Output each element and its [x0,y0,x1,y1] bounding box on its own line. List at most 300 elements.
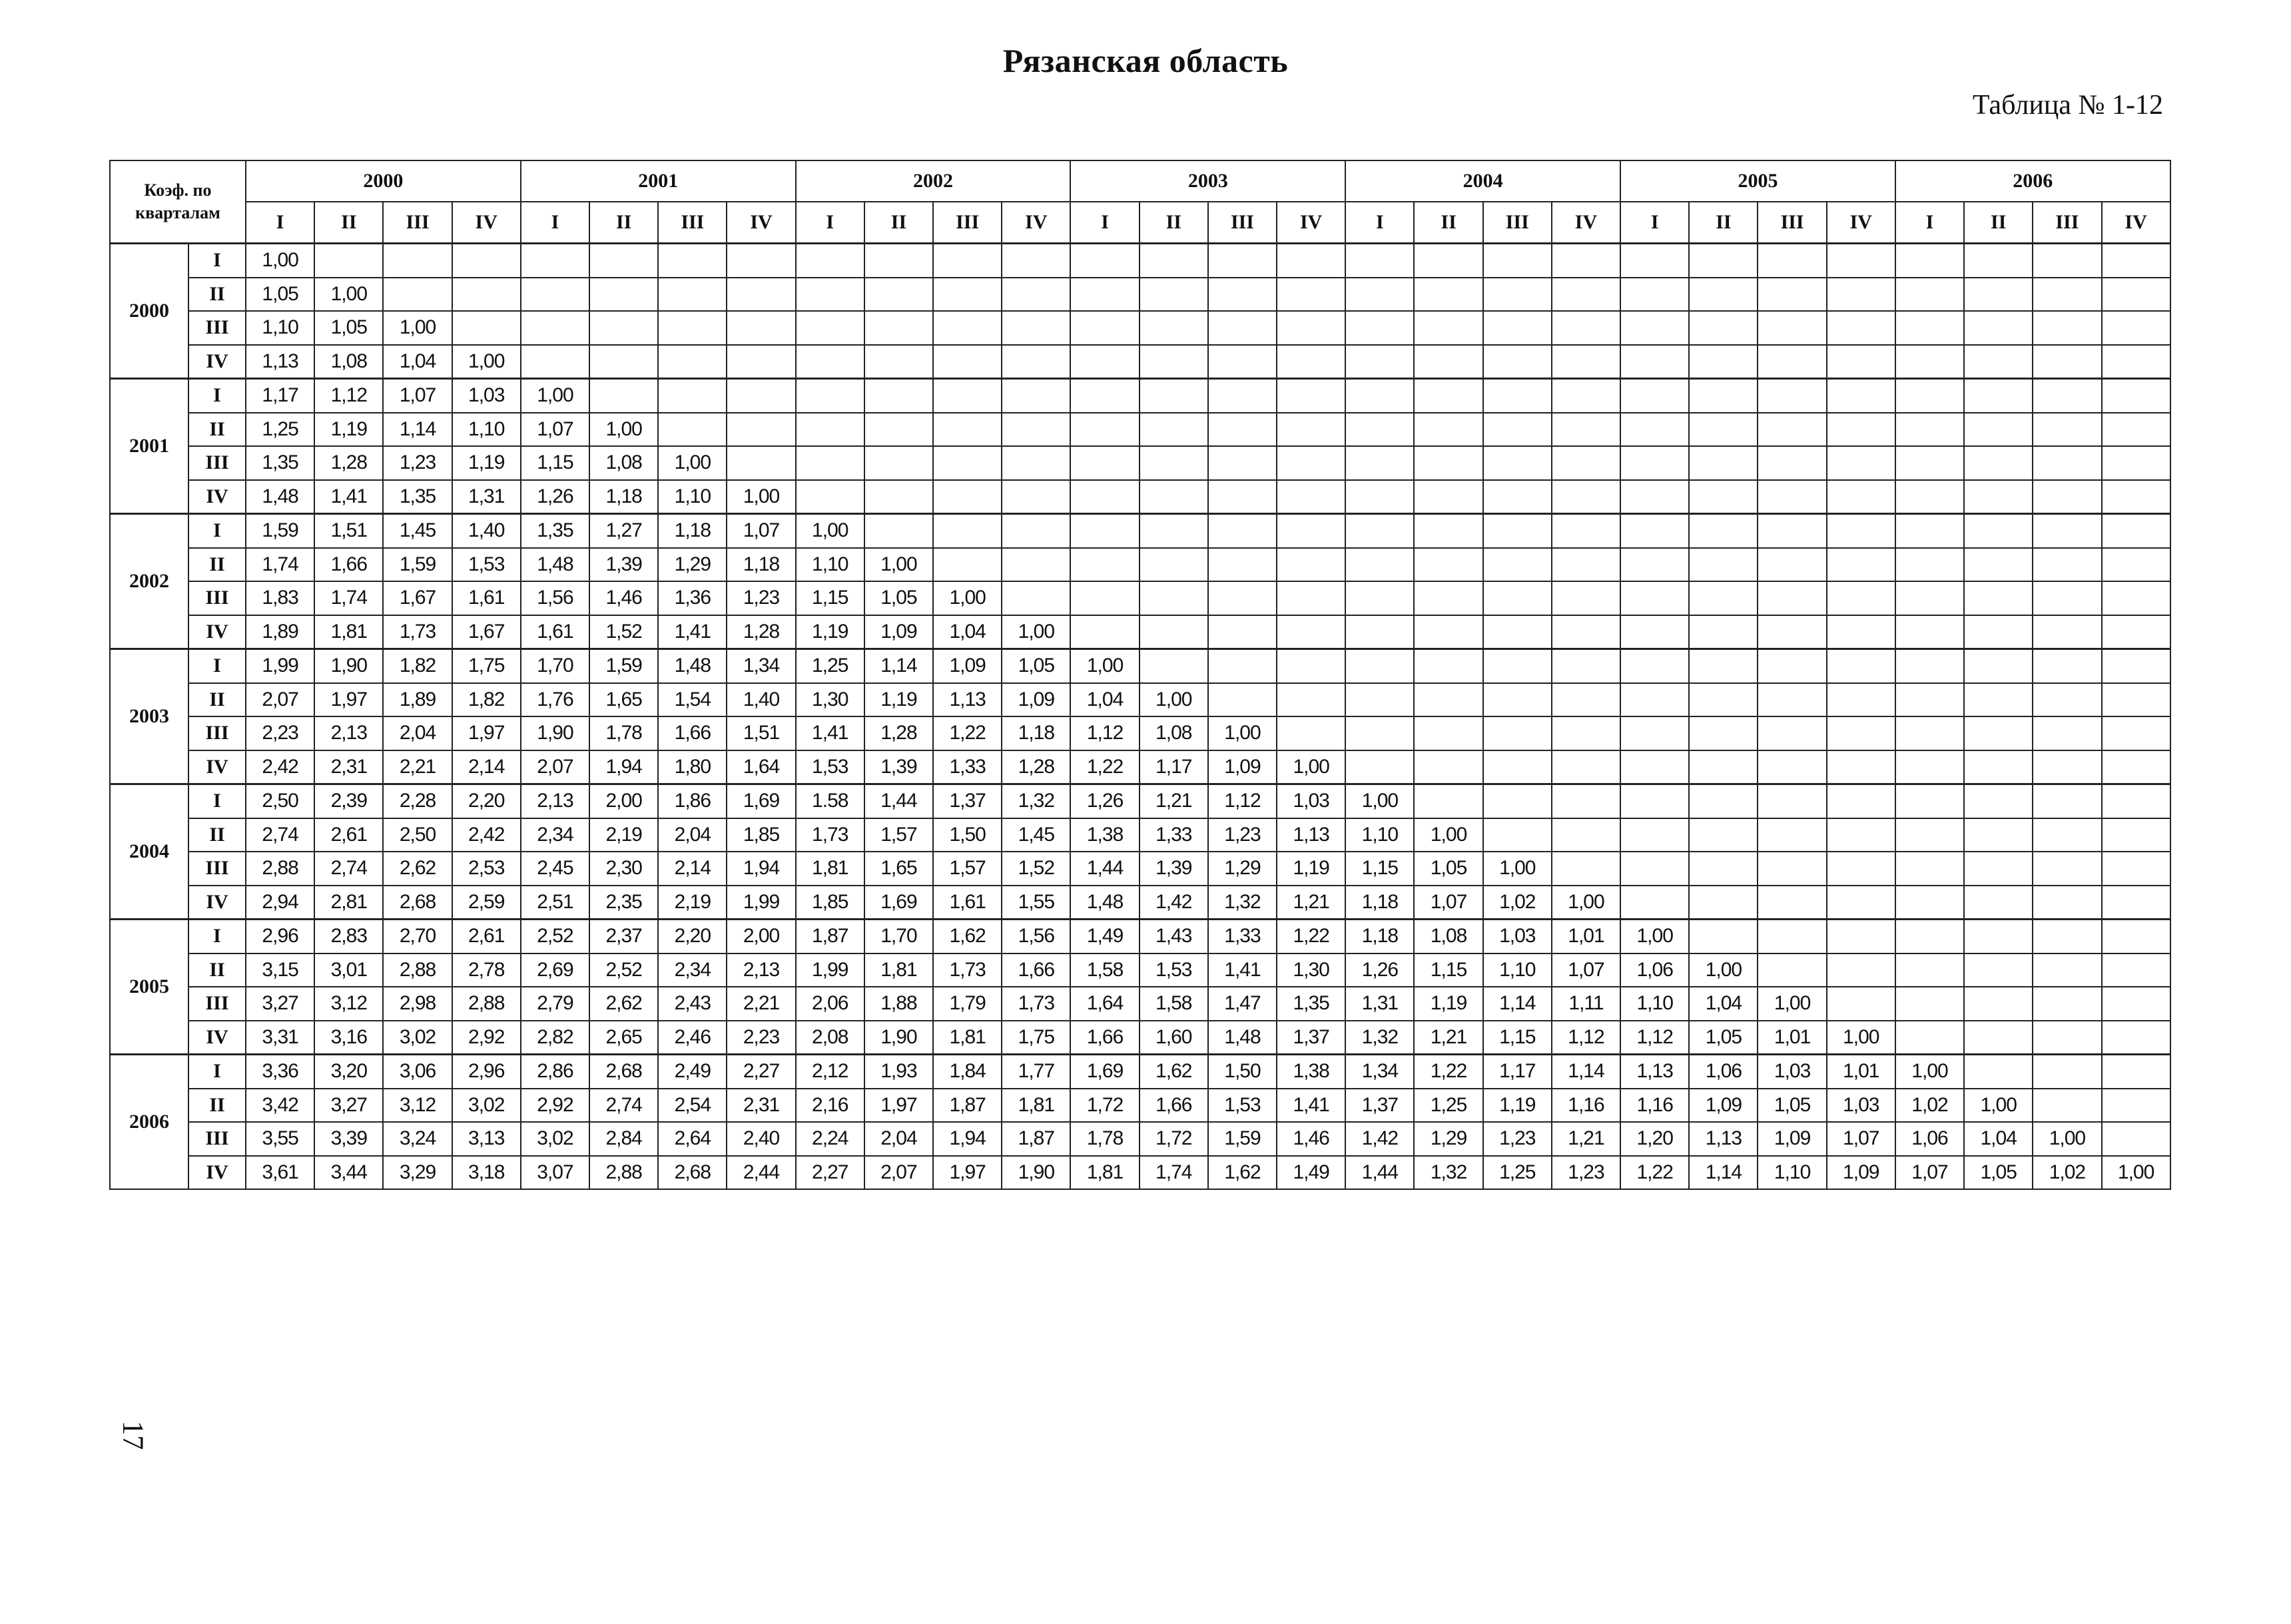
table-cell [1964,920,2033,953]
table-cell [1758,514,1826,548]
table-cell: 3,16 [314,1021,383,1055]
row-year-label: 2001 [110,379,188,514]
table-cell [1140,581,1208,615]
table-cell [1895,514,1964,548]
table-cell [1552,852,1620,886]
table-cell: 1,14 [383,413,452,447]
table-cell: 1,97 [933,1156,1002,1190]
table-cell [521,278,589,312]
table-cell [1208,446,1277,480]
table-cell: 1,05 [1414,852,1482,886]
table-cell [1689,716,1758,750]
table-cell: 1,51 [314,514,383,548]
table-cell: 1,08 [1140,716,1208,750]
table-cell: 1,56 [1002,920,1070,953]
table-cell [521,345,589,379]
table-cell [1827,581,1895,615]
table-cell [1414,683,1482,717]
table-cell: 1,27 [589,514,658,548]
row-quarter-label: I [188,244,246,278]
table-cell: 2,08 [796,1021,864,1055]
table-cell: 1,17 [246,379,314,413]
table-cell [1620,852,1689,886]
table-cell [452,311,521,345]
table-cell: 2,42 [246,750,314,784]
table-cell [1689,244,1758,278]
table-cell: 1,05 [246,278,314,312]
table-cell [1552,750,1620,784]
table-cell: 1,23 [727,581,795,615]
table-cell [1964,750,2033,784]
table-cell [1827,413,1895,447]
table-cell: 3,06 [383,1055,452,1089]
table-cell: 3,44 [314,1156,383,1190]
table-cell: 1,10 [1758,1156,1826,1190]
table-cell [1552,683,1620,717]
table-cell [864,345,933,379]
table-cell [1689,548,1758,582]
table-cell: 1,00 [452,345,521,379]
table-cell: 1,73 [383,615,452,649]
table-cell [864,244,933,278]
table-cell [452,278,521,312]
table-cell: 2,94 [246,886,314,920]
table-cell [1758,480,1826,514]
header-year-2003: 2003 [1070,160,1345,202]
row-quarter-label: IV [188,1156,246,1190]
table-cell [1002,581,1070,615]
table-cell [796,379,864,413]
table-cell: 2,45 [521,852,589,886]
header-quarter: IV [1002,202,1070,244]
table-cell [1483,446,1552,480]
table-cell [1895,886,1964,920]
table-cell [727,244,795,278]
header-quarter: III [1208,202,1277,244]
table-cell [1345,514,1414,548]
row-quarter-label: IV [188,345,246,379]
table-cell [2033,278,2101,312]
table-cell: 1,88 [864,987,933,1021]
table-cell: 1,00 [1552,886,1620,920]
table-cell: 1,94 [933,1122,1002,1156]
table-cell [1552,784,1620,818]
row-year-label: 2000 [110,244,188,379]
table-cell [796,278,864,312]
table-cell [1827,683,1895,717]
row-quarter-label: IV [188,615,246,649]
table-cell [1620,683,1689,717]
table-cell [1758,278,1826,312]
table-cell [1208,311,1277,345]
table-cell: 1,07 [1414,886,1482,920]
table-row [110,886,2170,920]
header-quarter: IV [1552,202,1620,244]
table-cell [1208,581,1277,615]
table-cell: 1,09 [1758,1122,1826,1156]
table-cell [1620,716,1689,750]
table-cell: 1,32 [1002,784,1070,818]
table-cell [1277,581,1345,615]
table-cell [2033,987,2101,1021]
table-cell [1552,818,1620,852]
table-cell: 1,00 [1208,716,1277,750]
header-quarter: III [658,202,727,244]
table-cell: 1,15 [521,446,589,480]
table-cell: 1,14 [864,649,933,683]
table-cell: 1,03 [1277,784,1345,818]
table-cell: 1,70 [864,920,933,953]
table-cell: 1,22 [1414,1055,1482,1089]
table-cell [2033,683,2101,717]
table-cell: 1,66 [1140,1089,1208,1123]
table-cell: 1,04 [933,615,1002,649]
table-cell [796,413,864,447]
table-cell: 1,28 [727,615,795,649]
table-row [110,581,2170,615]
table-cell: 2,34 [521,818,589,852]
table-cell [1895,1021,1964,1055]
table-cell [1552,514,1620,548]
header-year-2002: 2002 [796,160,1071,202]
table-cell: 1,35 [383,480,452,514]
table-cell [2102,379,2170,413]
coefficient-table [109,160,2171,1190]
table-cell [1552,446,1620,480]
table-cell [1070,278,1139,312]
table-cell [658,278,727,312]
table-row [110,920,2170,953]
table-cell: 2,12 [796,1055,864,1089]
table-cell: 1,58 [1140,987,1208,1021]
table-cell: 2,31 [314,750,383,784]
table-cell: 2,70 [383,920,452,953]
header-quarter: IV [1277,202,1345,244]
table-cell [521,244,589,278]
table-cell: 2,07 [864,1156,933,1190]
table-cell [1483,244,1552,278]
table-cell: 1,23 [1552,1156,1620,1190]
table-cell [2102,716,2170,750]
table-cell [1070,244,1139,278]
table-cell: 1,19 [452,446,521,480]
table-cell [1964,446,2033,480]
table-cell [589,244,658,278]
table-cell: 3,07 [521,1156,589,1190]
table-cell: 1,53 [452,548,521,582]
table-cell: 1,53 [796,750,864,784]
table-cell [589,278,658,312]
table-cell: 2,04 [658,818,727,852]
row-quarter-label: II [188,1089,246,1123]
table-cell [1964,379,2033,413]
table-cell [2033,750,2101,784]
table-cell [1620,345,1689,379]
table-cell [1345,379,1414,413]
table-cell [1758,413,1826,447]
table-cell: 1,73 [796,818,864,852]
table-cell [658,244,727,278]
table-cell [1689,581,1758,615]
table-cell: 1,09 [1208,750,1277,784]
table-cell: 1,32 [1208,886,1277,920]
header-year-2000: 2000 [246,160,521,202]
table-cell: 1,10 [1620,987,1689,1021]
table-cell [1827,446,1895,480]
table-cell: 1,09 [864,615,933,649]
table-cell: 1,87 [1002,1122,1070,1156]
table-cell: 1,59 [246,514,314,548]
row-quarter-label: IV [188,1021,246,1055]
table-cell: 1,35 [521,514,589,548]
table-cell: 1,48 [521,548,589,582]
table-cell: 1,65 [589,683,658,717]
table-cell: 1,19 [864,683,933,717]
table-cell [1689,818,1758,852]
table-cell [2033,581,2101,615]
table-cell [1758,953,1826,987]
table-cell [1140,278,1208,312]
table-cell: 2,51 [521,886,589,920]
table-cell [2102,446,2170,480]
table-cell [864,446,933,480]
table-cell: 1,39 [864,750,933,784]
table-cell [1895,480,1964,514]
table-cell: 1,08 [589,446,658,480]
table-cell [864,311,933,345]
table-cell [1895,311,1964,345]
table-cell: 1,77 [1002,1055,1070,1089]
table-cell [1208,649,1277,683]
table-cell: 1,12 [1070,716,1139,750]
table-cell [1758,784,1826,818]
table-row [110,716,2170,750]
table-cell [1895,649,1964,683]
table-cell: 1,22 [1070,750,1139,784]
table-cell: 1,25 [1414,1089,1482,1123]
table-cell: 1,69 [727,784,795,818]
table-cell: 2,69 [521,953,589,987]
table-cell [2102,548,2170,582]
table-cell [314,244,383,278]
table-cell [1620,244,1689,278]
table-cell [933,413,1002,447]
table-cell: 1,81 [1070,1156,1139,1190]
table-cell: 2,49 [658,1055,727,1089]
table-cell: 1,48 [1208,1021,1277,1055]
table-cell: 3,29 [383,1156,452,1190]
table-cell: 1,37 [1345,1089,1414,1123]
table-cell [1689,683,1758,717]
table-cell: 3,42 [246,1089,314,1123]
table-cell [1414,514,1482,548]
table-cell [1345,750,1414,784]
table-row [110,514,2170,548]
row-year-label: 2005 [110,920,188,1055]
table-cell [2102,784,2170,818]
table-cell: 2,44 [727,1156,795,1190]
table-cell [727,413,795,447]
table-cell: 1,66 [1002,953,1070,987]
table-cell: 1,13 [1689,1122,1758,1156]
table-cell [1483,311,1552,345]
table-cell [658,379,727,413]
table-cell [1964,987,2033,1021]
table-cell: 2,20 [658,920,727,953]
table-cell: 2,27 [796,1156,864,1190]
table-cell: 2,83 [314,920,383,953]
table-cell [1483,514,1552,548]
table-cell [1345,683,1414,717]
table-cell: 1,97 [314,683,383,717]
table-cell [933,379,1002,413]
table-cell: 2,23 [246,716,314,750]
table-cell: 1,85 [796,886,864,920]
table-cell [1827,278,1895,312]
table-row [110,987,2170,1021]
table-row [110,683,2170,717]
table-cell: 1,07 [1552,953,1620,987]
table-cell [1140,514,1208,548]
table-cell: 1,75 [1002,1021,1070,1055]
table-cell [2033,784,2101,818]
table-cell [1758,886,1826,920]
table-cell [1895,581,1964,615]
table-cell: 2,92 [521,1089,589,1123]
table-cell: 1,31 [1345,987,1414,1021]
table-cell: 1,42 [1140,886,1208,920]
table-cell: 1,45 [1002,818,1070,852]
table-cell [1208,514,1277,548]
table-cell: 1,00 [933,581,1002,615]
table-cell: 2,96 [246,920,314,953]
table-cell [1758,244,1826,278]
table-cell [2033,548,2101,582]
table-cell [1895,818,1964,852]
table-cell [1070,581,1139,615]
table-cell: 1,94 [727,852,795,886]
header-quarter: II [864,202,933,244]
table-cell: 1,00 [1827,1021,1895,1055]
table-cell: 1,10 [1345,818,1414,852]
table-cell: 2,39 [314,784,383,818]
table-cell: 1,83 [246,581,314,615]
table-cell: 1,37 [1277,1021,1345,1055]
table-cell [1758,852,1826,886]
row-quarter-label: III [188,581,246,615]
table-cell [1345,649,1414,683]
table-cell: 1,09 [1827,1156,1895,1190]
table-cell: 1,81 [864,953,933,987]
table-cell [1689,413,1758,447]
table-cell: 1,99 [727,886,795,920]
page-number: 17 [117,1420,150,1450]
table-cell [1552,649,1620,683]
table-cell [1070,311,1139,345]
table-cell [1552,278,1620,312]
table-cell: 1,48 [658,649,727,683]
table-cell: 2,46 [658,1021,727,1055]
table-cell [1620,886,1689,920]
table-cell [1345,548,1414,582]
table-cell [933,244,1002,278]
table-cell: 1,81 [796,852,864,886]
table-cell [1689,446,1758,480]
table-cell: 1,17 [1140,750,1208,784]
table-cell [2102,886,2170,920]
table-cell: 1,57 [864,818,933,852]
table-cell: 1,35 [1277,987,1345,1021]
table-cell: 1,14 [1552,1055,1620,1089]
table-cell: 1,89 [246,615,314,649]
table-cell [1964,413,2033,447]
table-cell [1483,818,1552,852]
table-cell [1002,379,1070,413]
table-cell: 1,12 [1208,784,1277,818]
table-number: Таблица № 1-12 [1972,90,2163,121]
table-cell [1140,244,1208,278]
table-cell: 1,05 [314,311,383,345]
table-cell: 2,37 [589,920,658,953]
table-cell: 1,78 [1070,1122,1139,1156]
table-cell: 2,19 [658,886,727,920]
table-cell [1483,548,1552,582]
table-cell [1689,784,1758,818]
table-row [110,548,2170,582]
table-cell: 2,65 [589,1021,658,1055]
table-cell: 1,22 [1277,920,1345,953]
table-cell [1758,311,1826,345]
table-cell [1345,244,1414,278]
table-cell: 1,65 [864,852,933,886]
table-cell: 1,90 [1002,1156,1070,1190]
table-cell [1483,750,1552,784]
table-cell [1345,581,1414,615]
table-cell [1483,413,1552,447]
table-cell [1758,683,1826,717]
table-cell: 3,24 [383,1122,452,1156]
table-cell [2102,480,2170,514]
table-cell [1070,345,1139,379]
table-row [110,244,2170,278]
table-cell: 1,84 [933,1055,1002,1089]
table-cell [1414,413,1482,447]
table-cell: 2,64 [658,1122,727,1156]
table-cell [1002,244,1070,278]
table-cell: 1,10 [796,548,864,582]
table-cell [933,480,1002,514]
table-row [110,784,2170,818]
table-cell [1483,649,1552,683]
table-cell: 1,00 [1414,818,1482,852]
table-row [110,1055,2170,1089]
table-cell: 1,14 [1689,1156,1758,1190]
row-year-label: 2003 [110,649,188,784]
table-cell: 1,19 [1483,1089,1552,1123]
table-cell [1827,818,1895,852]
table-cell [1277,716,1345,750]
table-cell: 1,41 [1208,953,1277,987]
table-cell [2102,278,2170,312]
table-cell [1140,446,1208,480]
table-cell [1277,615,1345,649]
table-cell [1140,548,1208,582]
table-cell [1277,413,1345,447]
table-cell: 2,50 [383,818,452,852]
table-cell [2033,716,2101,750]
table-cell: 1,25 [1483,1156,1552,1190]
table-cell: 1,03 [1483,920,1552,953]
